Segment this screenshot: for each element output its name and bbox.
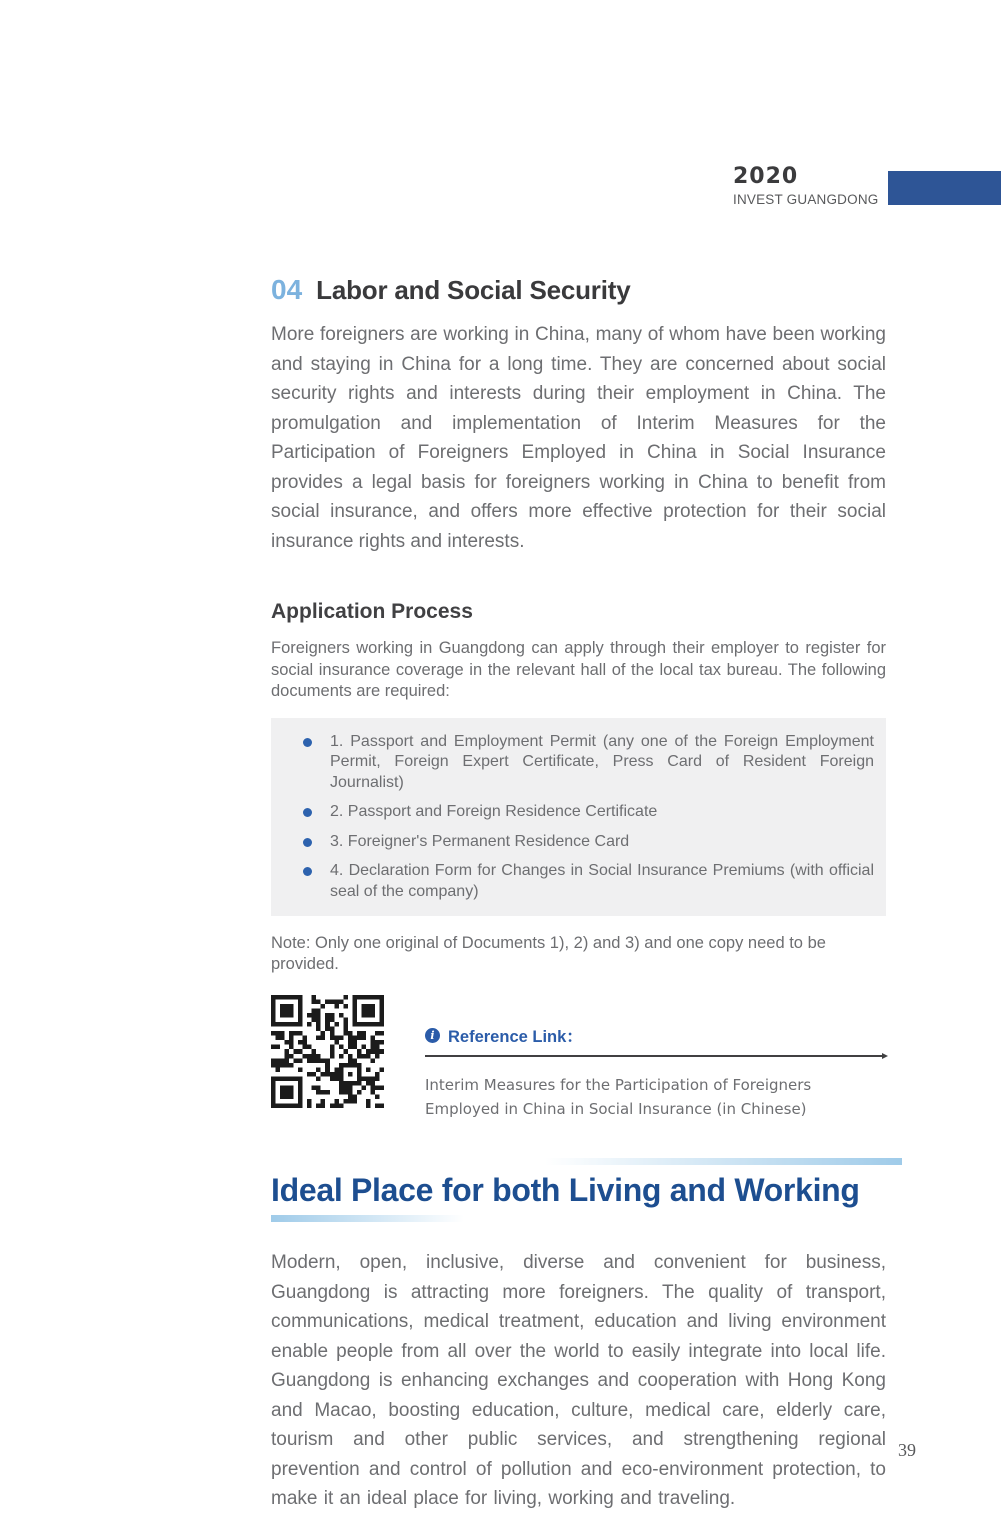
living-heading-block <box>271 1158 902 1222</box>
document-item <box>330 732 874 794</box>
section-number: 04 <box>271 274 303 305</box>
document-item-text: 2. Passport and Foreign Residence Certificate <box>330 803 658 820</box>
header-brand: INVEST GUANGDONG <box>733 192 879 207</box>
reference-link-text[interactable]: Interim Measures for the Participation of Foreigners Employed in China in Social Insurance (in Chinese) <box>425 1076 812 1118</box>
required-documents-list <box>271 732 874 903</box>
accent-line-top <box>545 1158 902 1165</box>
document-item <box>330 802 874 823</box>
accent-line-bottom <box>271 1215 464 1222</box>
document-item <box>330 832 874 853</box>
application-intro-paragraph: Foreigners working in Guangdong can apply through their employer to register for social insurance coverage in the relevant hall of the local tax bureau. The following documents are required: <box>271 639 886 700</box>
required-documents-box <box>271 718 886 917</box>
living-body-paragraph: Modern, open, inclusive, diverse and convenient for business, Guangdong is attracting more foreigners. The quality of transport, communications, medical treatment, education and living environment enable people from all over the world to easily integrate into local life. Guangdong is enhancing exchanges and cooperation with Hong Kong and Macao, boosting education, culture, medical care, elderly care, tourism and other public services, and strengthening regional prevention and control of pollution and eco-environment protection, to make it an ideal place for living, working and traveling. <box>271 1252 886 1509</box>
reference-divider <box>425 1055 886 1057</box>
section-title <box>271 274 886 306</box>
bullet-icon <box>303 867 312 876</box>
document-item-text: 1. Passport and Employment Permit (any one of the Foreign Employment Permit, Foreign Expert Certificate, Press Card of Resident Foreign Journalist) <box>330 732 874 791</box>
header-accent-bar <box>888 171 1001 205</box>
bullet-icon <box>303 838 312 847</box>
header-year: 2020 <box>733 164 799 189</box>
header-brand-block <box>733 166 878 207</box>
section-title-text: Labor and Social Security <box>316 275 631 305</box>
bullet-icon <box>303 738 312 747</box>
document-item-text: 4. Declaration Form for Changes in Social Insurance Premiums (with official seal of the company) <box>330 862 874 900</box>
qr-code <box>271 995 384 1108</box>
application-process-heading: Application Process <box>271 600 473 623</box>
section-intro-paragraph: More foreigners are working in China, many of whom have been working and staying in China for a long time. They are concerned about social security rights and interests during their employment in China. The promulgation and implementation of Interim Measures for the Participation of Foreigners Employed in China in Social Insurance provides a legal basis for foreigners working in China to benefit from social insurance, and offers more effective protection for their social insurance rights and interests. <box>271 324 886 552</box>
reference-header <box>425 1023 886 1047</box>
main-column <box>271 274 886 1514</box>
reference-row <box>271 995 886 1121</box>
note-text: Note: Only one original of Documents 1), 2) and 3) and one copy need to be provided. <box>271 934 826 973</box>
reference-block <box>425 995 886 1121</box>
document-item <box>330 861 874 902</box>
page-number: 39 <box>898 1440 916 1460</box>
document-item-text: 3. Foreigner's Permanent Residence Card <box>330 832 630 850</box>
bullet-icon <box>303 808 312 817</box>
living-title: Ideal Place for both Living and Working <box>271 1172 860 1208</box>
info-icon: i <box>425 1028 440 1043</box>
reference-label: Reference Link： <box>448 1028 583 1046</box>
